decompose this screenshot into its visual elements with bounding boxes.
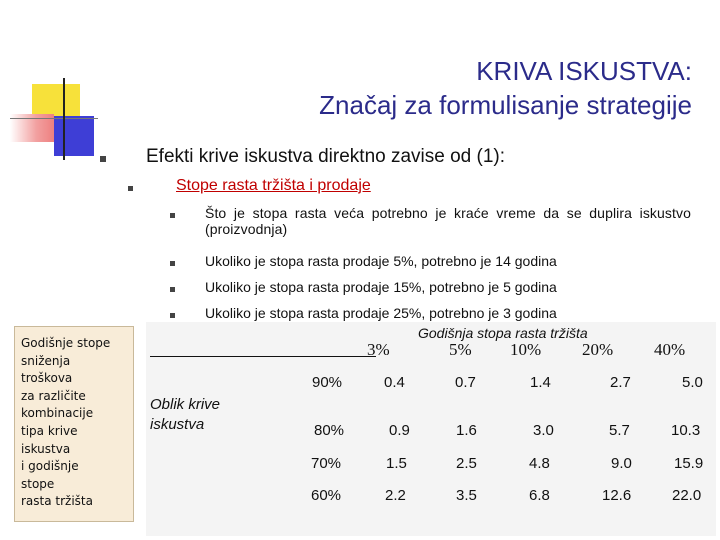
decor-blue-square bbox=[54, 116, 94, 156]
decor-vertical-line bbox=[63, 78, 65, 160]
curve-type-cell: 80% bbox=[314, 422, 345, 439]
bullet-square-icon bbox=[170, 213, 175, 218]
bullet-level3-text: Što je stopa rasta veća potrebno je kraće vreme da se duplira iskustvo (proizvodnja) bbox=[205, 205, 691, 237]
rate-header-cell: 10% bbox=[510, 340, 542, 359]
table-cell: 5.7 bbox=[609, 422, 630, 439]
curve-type-cell: 90% bbox=[312, 374, 343, 391]
bullet-level1-text: Efekti krive iskustva direktno zavise od (1): bbox=[146, 146, 506, 167]
table-cell: 0.7 bbox=[455, 374, 476, 391]
table-cell: 9.0 bbox=[611, 455, 632, 472]
table-cell: 5.0 bbox=[682, 374, 703, 391]
bullet-level3-text: Ukoliko je stopa rasta prodaje 25%, potrebno je 3 godina bbox=[205, 305, 557, 321]
bullet-square-icon bbox=[170, 313, 175, 318]
table-cell: 1.5 bbox=[386, 455, 407, 472]
table-cell: 22.0 bbox=[672, 487, 702, 504]
table-cell: 1.6 bbox=[456, 422, 477, 439]
slide-title-line1: KRIVA ISKUSTVA: bbox=[476, 56, 692, 86]
table-cell: 2.2 bbox=[385, 487, 406, 504]
decor-horizontal-line bbox=[10, 118, 98, 119]
table-cell: 12.6 bbox=[602, 487, 632, 504]
table-cell: 15.9 bbox=[674, 455, 704, 472]
slide-title-line2: Značaj za formulisanje strategije bbox=[319, 90, 692, 120]
table-cell: 10.3 bbox=[671, 422, 701, 439]
table-cell: 3.0 bbox=[533, 422, 554, 439]
rate-header-cell: 20% bbox=[582, 340, 614, 359]
curve-type-cell: 60% bbox=[311, 487, 342, 504]
bullet-square-icon bbox=[170, 287, 175, 292]
table-cell: 1.4 bbox=[530, 374, 551, 391]
rate-header-cell: 3% bbox=[367, 340, 390, 359]
curve-type-cell: 70% bbox=[311, 455, 342, 472]
rate-header-cell: 40% bbox=[654, 340, 686, 359]
table-cell: 0.9 bbox=[389, 422, 410, 439]
table-cell: 2.5 bbox=[456, 455, 477, 472]
bullet-square-icon bbox=[128, 186, 133, 191]
bullet-level2-text: Stope rasta tržišta i prodaje bbox=[176, 177, 371, 194]
table-cell: 3.5 bbox=[456, 487, 477, 504]
bullet-level3-text: Ukoliko je stopa rasta prodaje 15%, potrebno je 5 godina bbox=[205, 279, 557, 295]
row-group-label: Oblik krive iskustva bbox=[150, 396, 221, 433]
table-cell: 4.8 bbox=[529, 455, 550, 472]
table-header-rule bbox=[150, 356, 376, 357]
cost-reduction-caption-box: Godišnje stope sniženja troškova za različite kombinacije tipa krive iskustva i godišnje stope rasta tržišta bbox=[14, 326, 134, 522]
bullet-level3-text: Ukoliko je stopa rasta prodaje 5%, potrebno je 14 godina bbox=[205, 253, 557, 269]
bullet-square-icon bbox=[170, 261, 175, 266]
rate-header-cell: 5% bbox=[449, 340, 472, 359]
table-cell: 0.4 bbox=[384, 374, 405, 391]
table-cell: 2.7 bbox=[610, 374, 631, 391]
table-header-growth-rate: Godišnja stopa rasta tržišta bbox=[418, 325, 588, 341]
table-cell: 6.8 bbox=[529, 487, 550, 504]
bullet-square-icon bbox=[100, 156, 106, 162]
